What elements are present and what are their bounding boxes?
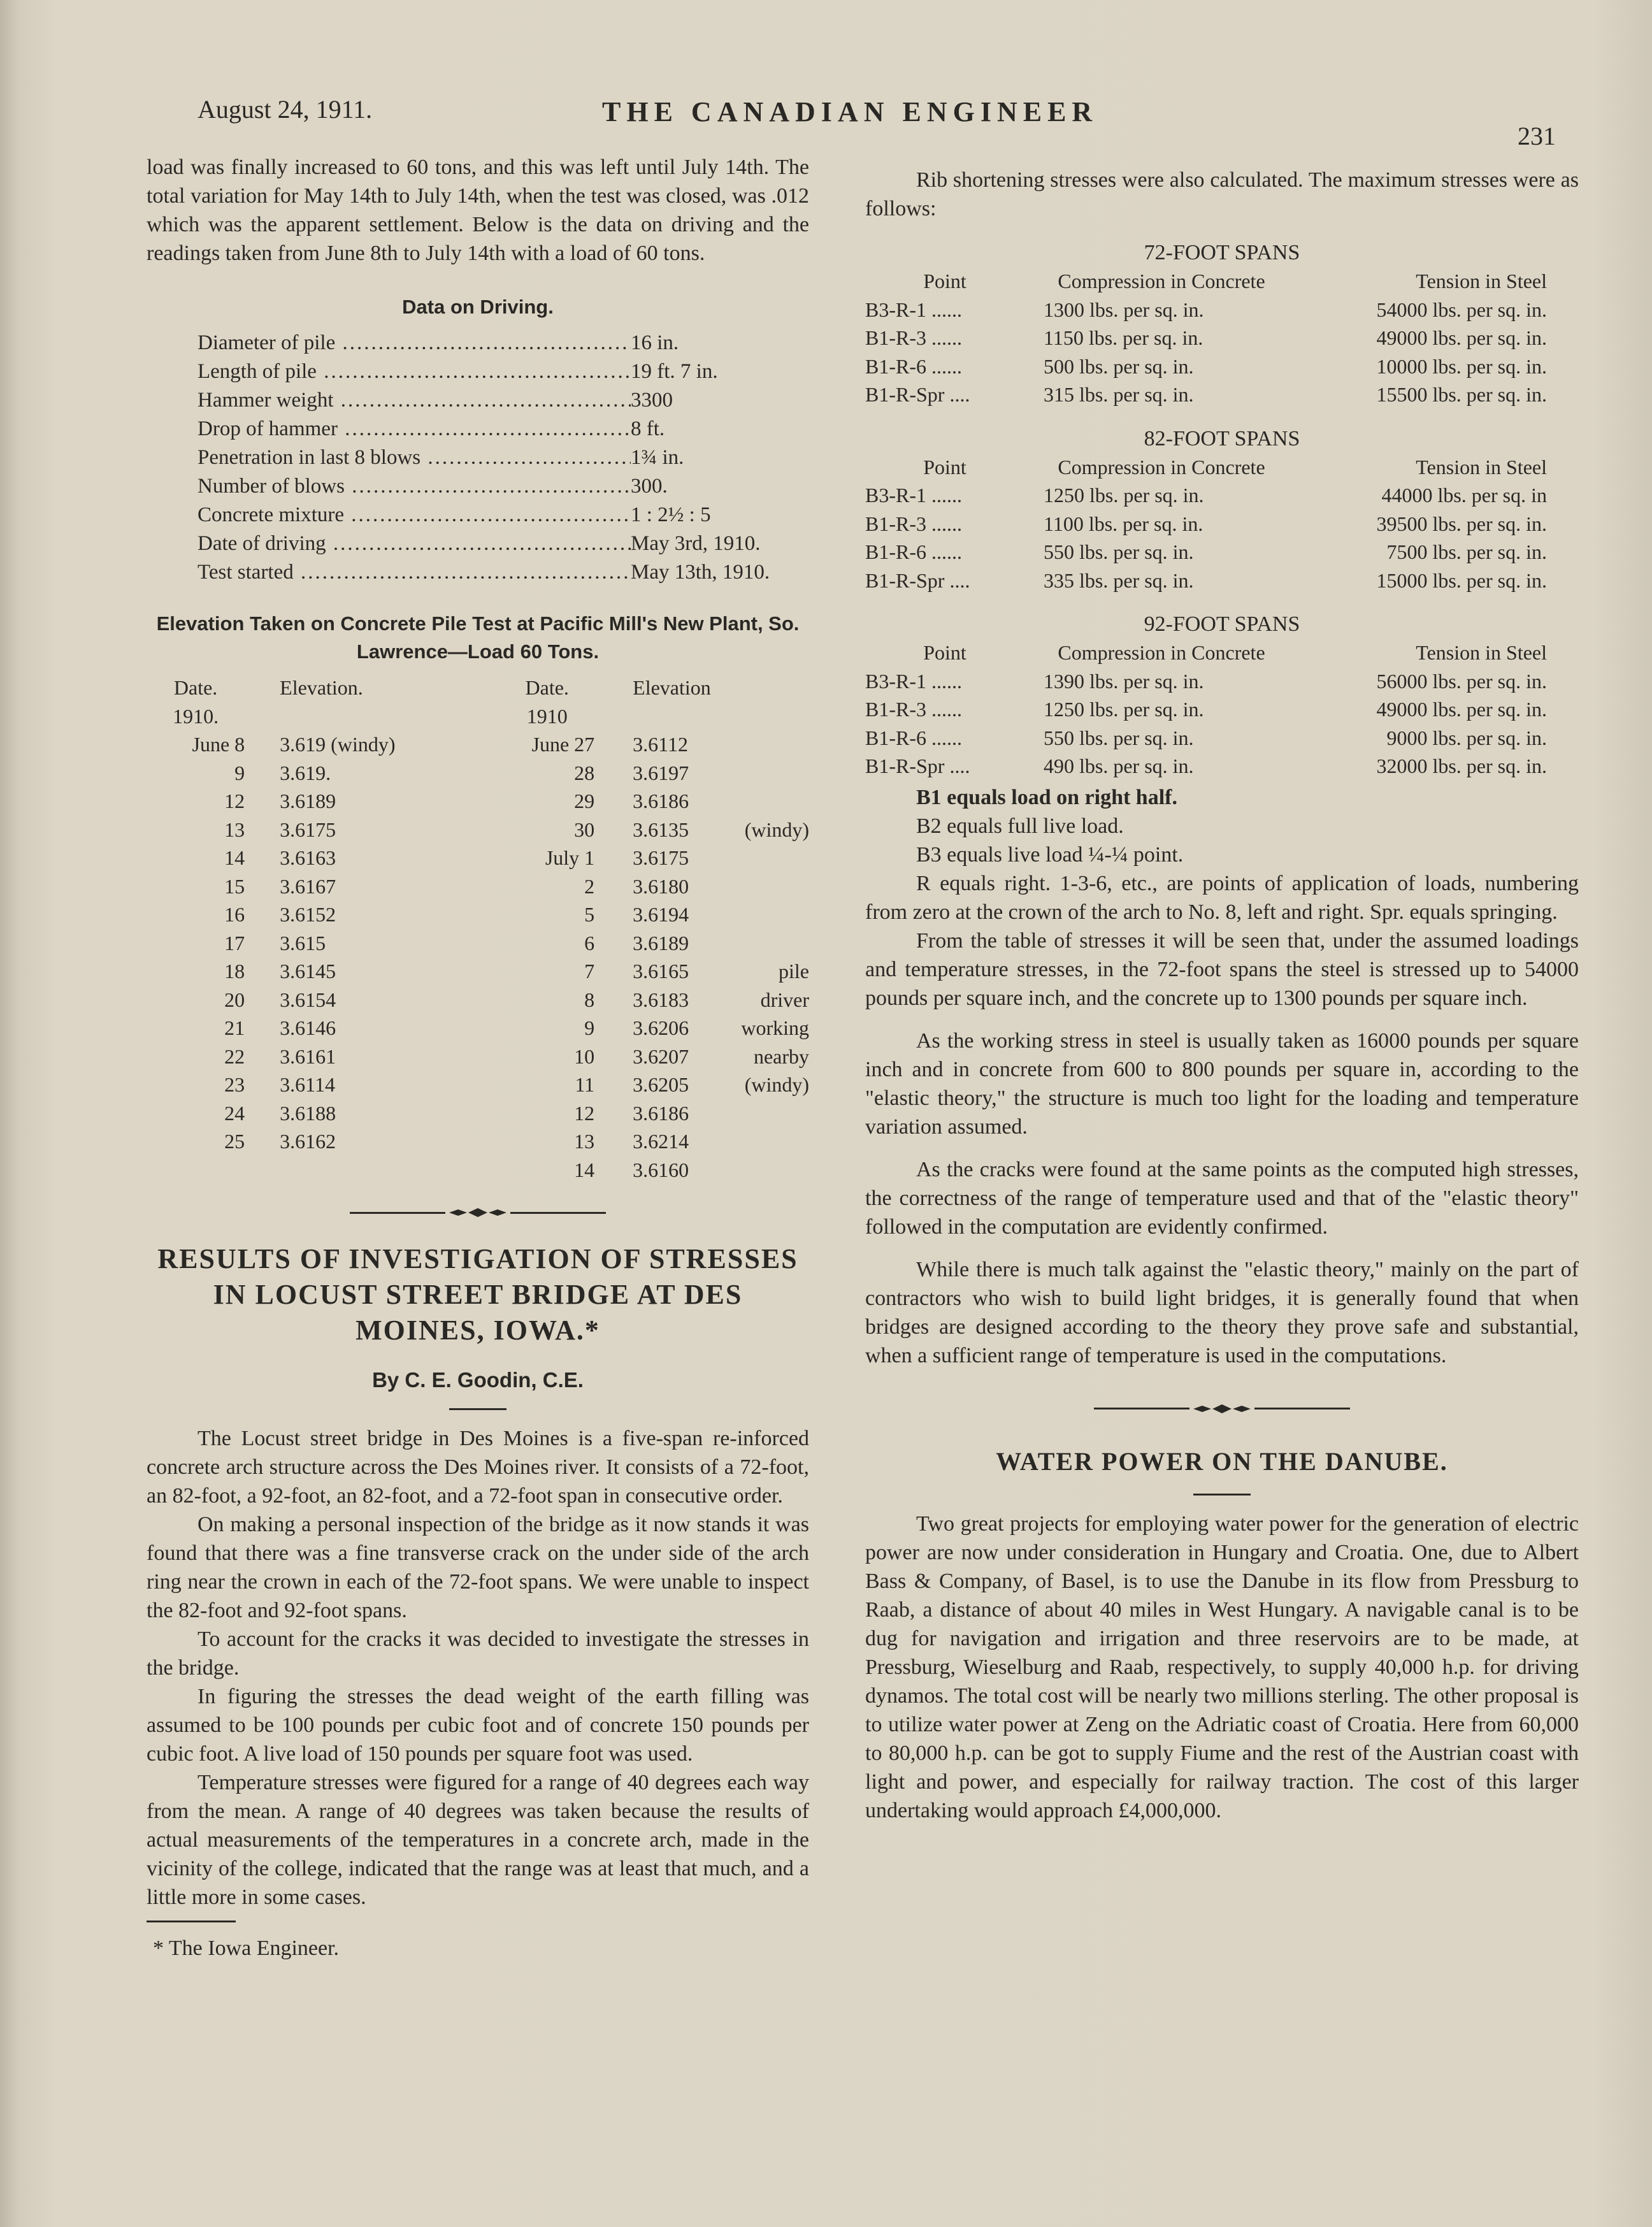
driving-row: Date of driving ..... May 3rd, 1910. [147,530,809,558]
driving-row: Diameter of pile ..... 16 in. [147,329,809,357]
table-cell: 14 [574,1158,595,1181]
table-cell: B1-R-6 ...... [865,540,962,563]
table-header-row: Date. Elevation. Date. Elevation [173,676,711,699]
body-paragraph: R equals right. 1-3-6, etc., are points of application of loads, numbering from zero at the crown of the arch to No. 8, left and right. Spr. equals springing. [865,871,1579,924]
table-year-row: 1910. 1910 [173,704,568,728]
table-cell: 32000 lbs. per sq. in. [1376,754,1547,777]
table-row [865,752,1547,781]
stress-table [865,267,1547,409]
span-table-title: 82-FOOT SPANS [1144,426,1300,450]
stress-intro-paragraph: Rib shortening stresses were also calculated. The maximum stresses were as follows: [865,168,1579,220]
table-cell [261,1156,395,1185]
table-cell: (windy) [744,1073,809,1096]
table-cell: 1250 lbs. per sq. in. [1044,484,1204,507]
table-row [865,667,1547,696]
table-cell: 7500 lbs. per sq. in. [1386,540,1547,563]
column-header: Compression in Concrete [1058,641,1265,664]
table-row [865,510,1547,538]
table-row [865,296,1547,324]
table-cell: 3.619. [280,761,331,784]
ornament-diamonds-icon [1193,1404,1251,1414]
table-row [147,816,809,844]
table-cell [714,1156,809,1185]
table-cell: 44000 lbs. per sq. in [1381,484,1547,507]
stress-table [865,453,1547,595]
table-cell: 5 [584,903,595,926]
title-rule [449,1408,506,1410]
intro-paragraph: load was finally increased to 60 tons, and this was left until July 14th. The total variation for May 14th to July 14th, when the test was closed, was .012 which was the apparent settlement. Below is the data on driving and the readings taken from June 8th to July 14th with a load of 60 tons. [147,155,809,265]
table-cell: 1250 lbs. per sq. in. [1044,698,1204,721]
column-header: Compression in Concrete [1058,455,1265,479]
table-cell: 550 lbs. per sq. in. [1044,540,1194,563]
table-row [147,730,809,759]
table-cell: 12 [574,1101,595,1125]
table-cell: 3.6160 [633,1158,689,1181]
table-cell: 49000 lbs. per sq. in. [1376,326,1547,349]
table-cell: 11 [575,1073,595,1096]
table-cell [714,900,809,929]
table-cell: 28 [574,761,595,784]
table-cell: nearby [753,1044,809,1068]
table-row [865,352,1547,381]
section-ornament [865,1399,1579,1418]
table-cell: 3.6205 [633,1073,689,1096]
article2-title: WATER POWER ON THE DANUBE. [996,1446,1448,1476]
table-cell: 9000 lbs. per sq. in. [1386,726,1547,749]
table-cell: 22 [224,1044,245,1068]
table-row [865,724,1547,753]
table-cell: 3.6175 [280,818,336,841]
table-cell: B1-R-Spr .... [865,754,970,777]
table-cell: 3.6188 [280,1101,336,1125]
column-header: Point [923,455,966,479]
column-header: Tension in Steel [1416,641,1547,664]
table-cell: 3.6146 [280,1016,336,1039]
column-header: Point [923,641,966,664]
article2-paragraph: Two great projects for employing water power for the generation of electric power are now under consideration in Hungary and Croatia. One, due to Albert Bass & Company, of Basel, is to use the Danube in its flow from Pressburg to Raab, a distance of about 40 miles in West Hungary. A navigable canal is to be dug for navigation and irrigation and three reservoirs are to be made, at Pressburg, Wieselburg and Raab, respectively, to supply 40,000 h.p. for driving dynamos. The total cost will be nearly two millions sterling. The other proposal is to utilize water power at Zeng on the Adriatic coast of Croatia. Here from 60,000 to 80,000 h.p. can be got to supply Fiume and the rest of the Austrian coast with light and power, and especially for railway traction. The cost of this larger undertaking would approach £4,000,000. [865,1511,1579,1822]
table-cell: July 1 [545,846,595,869]
table-cell: 8 [584,988,595,1011]
table-cell: B1-R-3 ...... [865,326,962,349]
column-header: Tension in Steel [1416,270,1547,292]
table-cell [714,1099,809,1128]
column-header: Tension in Steel [1416,455,1547,479]
span-table-title: 72-FOOT SPANS [1144,241,1300,264]
table-cell: 25 [224,1130,245,1153]
table-row [865,324,1547,352]
table-cell: 335 lbs. per sq. in. [1044,568,1194,592]
table-cell: 3.6206 [633,1016,689,1039]
driving-row: Hammer weight ..... 3300 [147,386,809,415]
table-cell: 3.6163 [280,846,336,869]
table-cell: 3.6165 [633,960,689,983]
page-header [0,89,1652,150]
table-cell: 29 [574,789,595,812]
table-cell: 1300 lbs. per sq. in. [1044,298,1204,321]
table-cell: B1-R-6 ...... [865,726,962,749]
driving-row: Number of blows ..... 300. [147,472,809,501]
table-cell: 3.6114 [280,1073,335,1096]
table-cell: June 8 [192,733,245,756]
table-cell: 13 [574,1130,595,1153]
table-row [147,787,809,816]
table-cell: 54000 lbs. per sq. in. [1376,298,1547,321]
elevation-table-body [147,730,809,1184]
table-cell: B3-R-1 ...... [865,298,962,321]
table-cell: 3.6145 [280,960,336,983]
table-cell: 2 [584,874,595,898]
table-cell: 12 [224,789,245,812]
table-row [865,380,1547,409]
table-cell: 16 [224,903,245,926]
stress-tables [865,238,1579,781]
driving-data-list [147,329,809,587]
table-header-row [865,267,1547,296]
driving-heading: Data on Driving. [402,296,554,318]
table-cell: 9 [234,761,245,784]
table-row [147,900,809,929]
table-cell: 1150 lbs. per sq. in. [1044,326,1203,349]
table-header-row [865,453,1547,482]
table-row [865,695,1547,724]
stress-table [865,638,1547,781]
table-cell: 3.6186 [633,789,689,812]
table-row [147,1014,809,1042]
table-cell [714,759,809,788]
right-column [865,153,1579,1825]
table-cell: pile [779,960,809,983]
table-cell: 3.6183 [633,988,689,1011]
table-header-row [865,638,1547,667]
table-cell: 3.6135 [633,818,689,841]
legend-item: B2 equals full live load. [916,814,1124,838]
table-cell: 3.619 (windy) [280,733,396,756]
issue-date: August 24, 1911. [198,95,373,124]
driving-row: Length of pile ..... 19 ft. 7 in. [147,357,809,386]
table-cell: 6 [584,931,595,955]
table-cell: 49000 lbs. per sq. in. [1376,698,1547,721]
table-cell: 23 [224,1073,245,1096]
table-cell: 20 [224,988,245,1011]
article-paragraph: Temperature stresses were figured for a range of 40 degrees each way from the mean. A range of 40 degrees was taken because the results of actual measurements of the temperatures in a concrete arch, made in the vicinity of the college, indicated that the range was at least that much, and a little more in some cases. [147,1771,809,1909]
article-paragraph: In figuring the stresses the dead weight of the earth filling was assumed to be 100 pounds per cubic foot and of concrete 150 pounds per cubic foot. A live load of 150 pounds per square foot was used. [147,1685,809,1766]
title-rule [1193,1494,1251,1495]
legend-item: B1 equals load on right half. [916,785,1177,809]
table-row [865,481,1547,510]
page-number: 231 [1518,122,1556,150]
table-row [147,1099,809,1128]
section-ornament [147,1203,809,1222]
table-row [147,759,809,788]
table-cell: B3-R-1 ...... [865,669,962,693]
table-cell: 15500 lbs. per sq. in. [1376,383,1547,406]
table-cell: 1100 lbs. per sq. in. [1044,512,1203,535]
table-row [147,872,809,901]
article-paragraph: The Locust street bridge in Des Moines is a five-span re-inforced concrete arch structure across the Des Moines river. It consists of a 72-foot, an 82-foot, a 92-foot, an 82-foot, and a 72-foot span in consecutive order. [147,1427,809,1508]
body-paragraph: From the table of stresses it will be seen that, under the assumed loadings and temperature stresses, in the 72-foot spans the steel is stressed up to 54000 pounds per square inch, and the concrete up to 1300 pounds per square inch. [865,928,1579,1010]
table-cell: B3-R-1 ...... [865,484,962,507]
body-paragraph: As the cracks were found at the same points as the computed high stresses, the correctness of the range of temperature used and that of the "elastic theory" followed in the computation are evidently confirmed. [865,1157,1579,1239]
table-cell: 3.6162 [280,1130,336,1153]
table-cell: 21 [224,1016,245,1039]
table-cell: 3.615 [280,931,326,955]
table-cell: 490 lbs. per sq. in. [1044,754,1194,777]
table-cell [147,1156,261,1185]
table-cell [714,787,809,816]
table-cell: 315 lbs. per sq. in. [1044,383,1194,406]
table-cell: 3.6161 [280,1044,336,1068]
table-row [147,1042,809,1071]
article-byline: By C. E. Goodin, C.E. [372,1368,584,1392]
table-cell: 3.6112 [633,733,688,756]
table-cell: B1-R-3 ...... [865,698,962,721]
table-cell: 3.6152 [280,903,336,926]
table-cell: 3.6214 [633,1130,689,1153]
table-cell: 10000 lbs. per sq. in. [1376,354,1547,378]
table-row [147,1070,809,1099]
article-paragraph: To account for the cracks it was decided to investigate the stresses in the bridge. [147,1627,809,1680]
table-cell: 3.6154 [280,988,336,1011]
table-cell [714,1127,809,1156]
table-cell: B1-R-3 ...... [865,512,962,535]
span-table-title: 92-FOOT SPANS [1144,612,1300,636]
article-title: RESULTS OF INVESTIGATION OF STRESSES IN LOCUST STREET BRIDGE AT DES MOINES, IOWA.* [157,1243,798,1346]
table-cell: 13 [224,818,245,841]
table-cell: 1390 lbs. per sq. in. [1044,669,1204,693]
driving-row: Drop of hammer ..... 8 ft. [147,415,809,443]
table-cell: 14 [224,846,245,869]
column-header: Compression in Concrete [1058,270,1265,292]
elevation-heading: Elevation Taken on Concrete Pile Test at Pacific Mill's New Plant, So. Lawrence—Load 60 Tons. [156,612,800,663]
table-cell [714,730,809,759]
table-cell: 56000 lbs. per sq. in. [1376,669,1547,693]
table-cell: 550 lbs. per sq. in. [1044,726,1194,749]
table-row [147,1127,809,1156]
table-cell [714,844,809,872]
table-cell: 10 [574,1044,595,1068]
table-cell: 3.6189 [280,789,336,812]
table-cell: working [741,1016,809,1039]
table-cell: 7 [584,960,595,983]
table-cell: 17 [224,931,245,955]
column-header: Point [923,270,966,292]
ornament-diamonds-icon [449,1207,506,1218]
journal-title: THE CANADIAN ENGINEER [602,96,1098,127]
footnote-rule [147,1921,236,1922]
table-cell [714,929,809,958]
table-cell: 9 [584,1016,595,1039]
table-cell: 3.6167 [280,874,336,898]
table-cell: B1-R-Spr .... [865,383,970,406]
table-cell: 3.6189 [633,931,689,955]
elevation-table [147,674,809,1184]
table-row [865,538,1547,566]
table-row [147,929,809,958]
table-cell: 18 [224,960,245,983]
table-cell: B1-R-6 ...... [865,354,962,378]
table-cell: 500 lbs. per sq. in. [1044,354,1194,378]
table-cell: B1-R-Spr .... [865,568,970,592]
table-row [147,986,809,1014]
table-row [147,844,809,872]
article-paragraph: On making a personal inspection of the bridge as it now stands it was found that there was a fine transverse crack on the under side of the arch ring near the crown in each of the 72-foot spans. We were unable to inspect the 82-foot and 92-foot spans. [147,1513,809,1622]
table-cell: 3.6186 [633,1101,689,1125]
driving-row: Penetration in last 8 blows ..... 1¾ in. [147,443,809,472]
table-cell: 39500 lbs. per sq. in. [1376,512,1547,535]
table-cell: 30 [574,818,595,841]
body-paragraph: As the working stress in steel is usually taken as 16000 pounds per square inch and in concrete from 600 to 800 pounds per square in, according to the "elastic theory," the structure is much too light for the loading and temperature variation assumed. [865,1028,1579,1139]
table-cell: 15 [224,874,245,898]
table-cell: 24 [224,1101,245,1125]
table-cell: (windy) [744,818,809,841]
table-row [865,566,1547,595]
table-cell: June 27 [531,733,595,756]
table-cell: 3.6207 [633,1044,689,1068]
driving-row: Concrete mixture ..... 1 : 2½ : 5 [147,501,809,530]
table-cell [714,872,809,901]
load-legend [865,783,1579,869]
table-cell: 3.6197 [633,761,689,784]
driving-row: Test started ..... May 13th, 1910. [147,558,809,587]
table-row [147,957,809,986]
table-cell: 3.6194 [633,903,689,926]
table-cell: driver [760,988,809,1011]
legend-item: B3 equals live load ¼-¼ point. [916,842,1184,867]
left-column [147,153,809,1961]
table-row [147,1156,809,1185]
footnote: * The Iowa Engineer. [153,1936,340,1960]
table-cell: 3.6175 [633,846,689,869]
table-cell: 3.6180 [633,874,689,898]
table-cell: 15000 lbs. per sq. in. [1376,568,1547,592]
body-paragraph: While there is much talk against the "elastic theory," mainly on the part of contractors who wish to build light bridges, it is generally found that when bridges are designed according to the theory they prove safe and substantial, when a sufficient range of temperature is used in the computations. [865,1257,1579,1367]
